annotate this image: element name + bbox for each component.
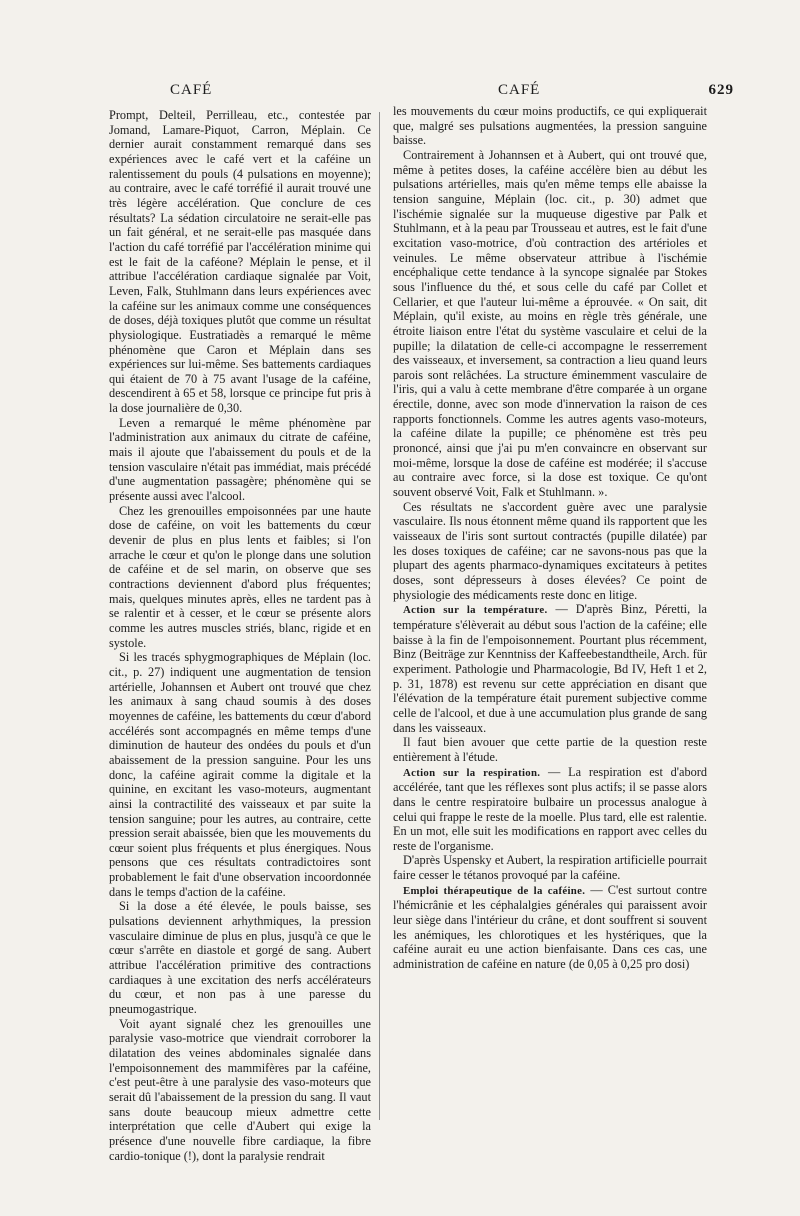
section-text: — C'est surtout contre l'hémicrânie et les céphalalgies générales qui paraissent avoir leur siège dans l'intérieur du crâne, et dont souffrent si souvent les anémiques, les chlorotiques et les hystériques, que la caféine aurait eu une action bienfaisante. Dans ces cas, une administration de caféine en nature (de 0,05 à 0,25 pro dosi) xyxy=(393,882,707,972)
paragraph: Chez les grenouilles empoisonnées par une haute dose de caféine, on voit les battements du cœur devenir de plus en plus lents et faibles; si l'on arrache le cœur et qu'on le plonge dans une solution de caféine et de sel marin, on observe que ses contractions deviennent d'abord plus fréquentes; mais, quelques minutes après, elles ne tardent pas à se ralentir et à cesser, et le cœur se présente alors comme les autres muscles striés, blanc, rigide et en systole. xyxy=(109,503,371,650)
section-heading: Action sur la respiration. xyxy=(403,766,541,779)
running-header xyxy=(100,82,734,106)
section-therapeutic-use xyxy=(393,883,707,972)
paragraph: Prompt, Delteil, Perrilleau, etc., contestée par Jomand, Lamare-Piquot, Carron, Méplain. Ce dernier aurait constamment remarqué dans ses expériences avec le café vert et la caféine un ralentissement du pouls (4 pulsations en moyenne); au contraire, avec le café torréfié il aurait trouvé une très légère accélération. Que conclure de ces résultats? La sédation circulatoire ne serait-elle pas un fait général, et ne serait-elle pas masquée dans l'action du café torréfié par l'accélération minime qui est le fait de la caféone? Méplain le pense, et il attribue l'accélération cardiaque signalée par Voit, Leven, Falk, Stuhlmann dans leurs expériences avec la caféine sur les animaux comme une conséquences de doses, déjà toxiques plutôt que comme un résultat physiologique. Eustratiadès a remarqué le même phénomène que Caron et Méplain dans ses expériences sur lui-même. Ses battements cardiaques qui étaient de 70 à 75 avant l'usage de la caféine, descendirent à 65 et 58, lorsque ce principe fut pris à la dose journalière de 0,30. xyxy=(109,108,371,416)
header-right-title: CAFÉ xyxy=(498,82,541,98)
section-heading: Emploi thérapeutique de la caféine. xyxy=(403,884,586,897)
section-text: — La respiration est d'abord accélérée, tant que les réflexes sont plus actifs; il se passe alors dans le centre respiratoire bulbaire un processus analogue à celui qui frappe le reste de la moelle. Plus tard, elle est ralentie. En un mot, elle suit les modifications en rapport avec celles du reste de l'organisme. xyxy=(393,764,708,853)
paragraph: Si la dose a été élevée, le pouls baisse, ses pulsations deviennent arhythmiques, la pression vasculaire diminue de plus en plus, jusqu'à ce que le cœur s'arrête en diastole et gorgé de sang. Aubert attribue l'accélération primitive des contractions cardiaques à une excitation des nerfs accélérateurs du cœur, et non pas à une paresse du pneumogastrique. xyxy=(109,899,371,1017)
section-heading: Action sur la température. xyxy=(403,604,548,617)
left-column xyxy=(109,108,371,1163)
paragraph: Ces résultats ne s'accordent guère avec une paralysie vasculaire. Ils nous étonnent même quand ils rapportent que les vaisseaux de l'iris sont surtout contractés (pupille dilatée) par les doses toxiques de caféine; car ne savons-nous pas que la plupart des agents pharmaco-dynamiques excitateurs à petites doses, sont dépresseurs à doses élevées? Ce point de physiologie des médicaments reste donc en litige. xyxy=(393,499,707,602)
section-temperature xyxy=(393,602,707,735)
section-respiration xyxy=(393,765,707,854)
page-number: 629 xyxy=(708,82,734,98)
right-column xyxy=(393,104,707,972)
section-text: — D'après Binz, Péretti, la température s'élèverait au début sous l'action de la caféine; elle baisse à la fin de l'empoisonnement. Pourtant plus récemment, Binz (Beiträge zur Kenntniss der Kaffeebestandtheile, Arch. für experiment. Pathologie und Pharmacologie, Bd IV, Heft 1 et 2, p. 31, 1878) est revenu sur cette appréciation en disant que l'élévation de la température était purement subjective comme celle de l'alcool, et due à une accumulation plus grande de sang dans les vaisseaux. xyxy=(393,602,708,735)
paragraph: Si les tracés sphygmographiques de Méplain (loc. cit., p. 27) indiquent une augmentation de tension artérielle, Johannsen et Aubert ont trouvé que chez les animaux à sang chaud soumis à des doses moyennes de caféine, les battements du cœur d'abord accélérés sont accompagnés en même temps d'une diminution de hauteur des ondées du pouls et d'un abaissement de la pression sanguine. Pour les uns donc, la caféine agirait comme la digitale et la quinine, en excitant les vaso-moteurs, augmentant ainsi la contractilité des vaisseaux et par suite la tension sanguine; pour les autres, au contraire, cette pression serait abaissée, bien que les mouvements du cœur soient plus fréquents et plus énergiques. Nous pensons que ces résultats contradictoires sont probablement le fait d'une observation incoordonnée dans le temps d'action de la caféine. xyxy=(109,650,371,899)
paragraph: les mouvements du cœur moins productifs, ce qui expliquerait que, malgré ses pulsations augmentées, la pression sanguine baisse. xyxy=(393,104,707,148)
paragraph: Il faut bien avouer que cette partie de la question reste entièrement à l'étude. xyxy=(393,735,707,764)
column-divider xyxy=(379,112,380,1120)
header-left-title: CAFÉ xyxy=(170,82,213,98)
paragraph: Voit ayant signalé chez les grenouilles une paralysie vaso-motrice que viendrait corroborer la dilatation des veines abdominales signalée dans l'empoisonnement des mammifères par la caféine, c'est peut-être à une paralysie des vaso-moteurs que serait dû l'abaissement de la pression du sang. Il vaut sans doute beaucoup mieux admettre cette interprétation que celle d'Aubert qui exige la présence d'une nouvelle fibre cardiaque, la fibre cardio-tonique (!), dont la paralysie rendrait xyxy=(109,1016,371,1163)
paragraph: Contrairement à Johannsen et à Aubert, qui ont trouvé que, même à petites doses, la caféine accélère bien au début les pulsations artérielles, mais qu'en même temps elle abaisse la tension sanguine, Méplain (loc. cit., p. 30) admet que l'ischémie signalée sur la muqueuse digestive par Palk et Stuhlmann, et à la peau par Trousseau et autres, est le fait d'une excitation vaso-motrice, d'où contraction des artérioles et veinules. Le même observateur attribue à l'ischémie encéphalique cette tendance à la syncope signalée par Stokes sous l'influence du thé, et sous celle du café par Collet et Cellarier, et que l'auteur lui-même a éprouvée. « On sait, dit Méplain, qu'il existe, au moins en règle très générale, une étroite liaison entre l'état du système vasculaire et celui de la pupille; la dilatation de celle-ci accompagne le resserrement des vaisseaux, et inversement, sa contraction a lieu quand leurs parois sont relâchées. La structure éminemment vasculaire de l'iris, qui a valu à cette membrane d'être comparée à un organe érectile, donne, avec son mode d'innervation la raison de ces rapports fonctionnels. Comme les autres agents vaso-moteurs, la caféine dilate la pupille; ce phénomène est très peu prononcé, ainsi que j'ai pu m'en convaincre en observant sur moi-même, lorsque la dose de caféine est modérée; il s'accuse au contraire avec force, si la dose est toxique. Ce qu'ont souvent observé Voit, Falk et Stuhlmann. ». xyxy=(393,147,707,500)
paragraph: Leven a remarqué le même phénomène par l'administration aux animaux du citrate de caféine, mais il ajoute que l'abaissement du pouls et de la tension vasculaire n'était pas immédiat, mais précédé d'une augmentation passagère; phénomène qui se présente aussi avec l'alcool. xyxy=(109,415,371,504)
paragraph: D'après Uspensky et Aubert, la respiration artificielle pourrait faire cesser le tétanos provoqué par la caféine. xyxy=(393,853,707,883)
